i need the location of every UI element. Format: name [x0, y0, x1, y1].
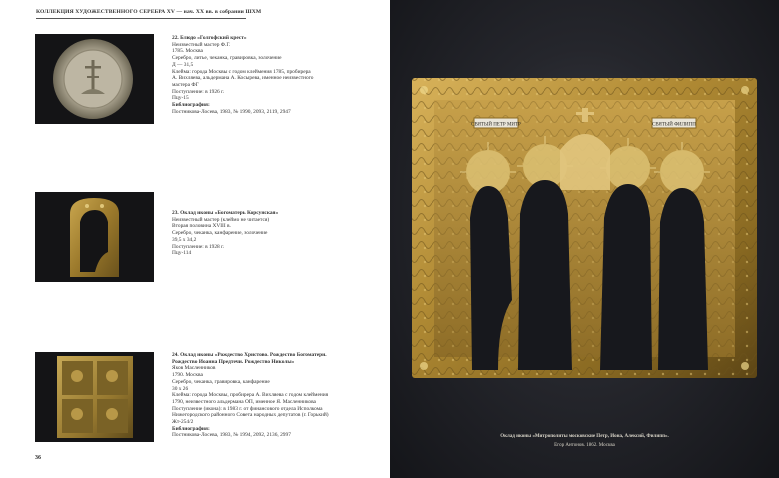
- entry-title-cont: Рождество Иоанна Предтечи. Рождество Николы»: [172, 358, 295, 365]
- entry-line: Пцу-15: [172, 95, 189, 102]
- plaque-right-text: СВЯТЫЙ ФИЛИПП: [652, 122, 696, 128]
- entry-title: 24. Оклад иконы «Рождество Христово. Рождество Богоматери.: [172, 352, 327, 358]
- biblio-text: Постникова-Лосева, 1983, № 1990, 2093, 2119, 2947: [172, 108, 291, 115]
- photo-caption-author: Егор Антонов. 1862. Москва: [554, 443, 615, 448]
- biblio-label: Библиография:: [172, 102, 210, 109]
- entry-line: Д — 31,5: [172, 61, 194, 68]
- oklad-rozhdestvo-photo: [35, 352, 154, 442]
- entry-line: 1785. Москва: [172, 48, 203, 55]
- entry-line: Поступление: в 1928 г.: [172, 243, 225, 250]
- entry-line: 30 x 26: [172, 385, 189, 392]
- entry-title: 23. Оклад иконы «Богоматерь Корсунская»: [172, 210, 279, 216]
- photo-caption-title: Оклад иконы «Митрополиты московские Петр, Иона, Алексий, Филипп».: [500, 434, 669, 439]
- entry-23: [172, 210, 377, 257]
- entry-line: мастера ФГ: [172, 81, 199, 88]
- entry-line: Жт-254/2: [172, 419, 194, 426]
- entry-line: Неизвестный мастер (клеймо не читается): [172, 216, 270, 223]
- entry-title: 22. Блюдо «Голгофский крест»: [172, 35, 247, 41]
- oklad-korsun-photo: [35, 192, 154, 282]
- entry-line: 39,5 x 34,2: [172, 236, 197, 243]
- entry-line: Серебро, чеканка, гравировка, канфарение: [172, 378, 270, 385]
- entry-line: Вторая половина XVIII в.: [172, 223, 231, 230]
- entry-24: [172, 352, 377, 439]
- entry-line: Яков Масленников: [172, 365, 216, 372]
- plate-photo: [35, 34, 154, 124]
- entry-line: Клейма: города Москвы с годом клеймения 1785, пробирера: [172, 68, 311, 75]
- plaque-left-text: СВЯТЫЙ ПЕТР МИТР: [471, 122, 521, 128]
- header-rule: [36, 18, 246, 19]
- biblio-text: Постникова-Лосева, 1983, № 1994, 2092, 2136, 2997: [172, 432, 291, 439]
- entry-line: Поступление (икона): в 1983 г. от финансового отдела Исполкома: [172, 405, 323, 412]
- entry-line: Пцу-114: [172, 250, 192, 257]
- entry-22: [172, 35, 377, 115]
- entry-line: Серебро, чеканка, канфарение, золочение: [172, 230, 268, 237]
- biblio-label: Библиография:: [172, 425, 210, 432]
- entry-line: Неизвестный мастер Ф.Г.: [172, 41, 231, 48]
- entry-line: А. Вихляева, альдермана А. Косырева, именное неизвестного: [172, 75, 314, 82]
- metropolitans-oklad-photo: [390, 0, 779, 478]
- entry-line: 1790. Москва: [172, 372, 203, 379]
- right-page: [390, 0, 779, 478]
- entry-line: Серебро, литье, чеканка, гравировка, золочение: [172, 55, 282, 62]
- entry-line: Поступление: в 1926 г.: [172, 88, 225, 95]
- entry-line: Клейма: города Москвы, пробирера А. Вихляева с годом клеймения: [172, 392, 329, 399]
- page-number: 36: [35, 455, 41, 461]
- entry-line: Нижегородского районного Совета народных депутатов (г. Горький): [172, 412, 329, 419]
- running-header: КОЛЛЕКЦИЯ ХУДОЖЕСТВЕННОГО СЕРЕБРА XV — нач. XX вв. в собрании ШХМ: [36, 9, 262, 15]
- entry-line: 1790, неизвестного альдермана ОП, именное Я. Масленникова: [172, 398, 316, 405]
